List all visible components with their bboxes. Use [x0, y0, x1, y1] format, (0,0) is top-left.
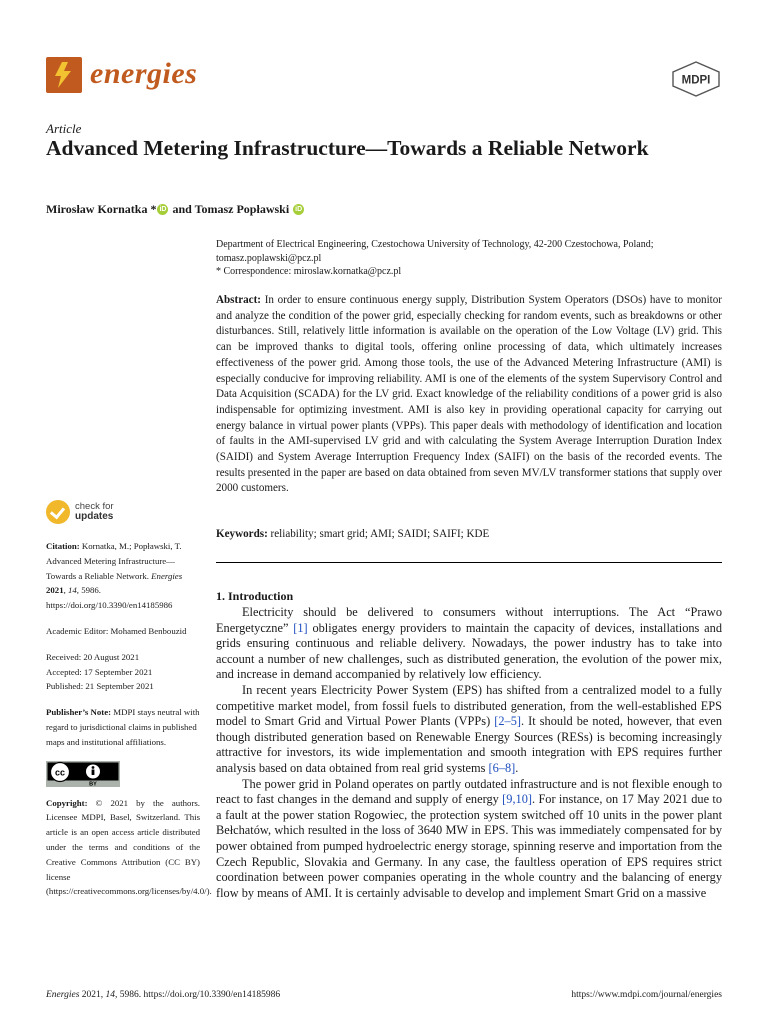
- intro-body: [216, 605, 722, 901]
- keywords-label: Keywords:: [216, 528, 268, 540]
- citation-block: Citation: Kornatka, M.; Popławski, T. Advanced Metering Infrastructure—Towards a Reliable Network. Energies 2021, 14, 5986. https://doi.org/10.3390/en14185986: [46, 541, 183, 611]
- svg-text:MDPI: MDPI: [681, 74, 711, 87]
- abstract: [216, 293, 722, 497]
- check-label: check for: [75, 501, 114, 512]
- author-poplawski[interactable]: and Tomasz Popławski: [172, 202, 290, 216]
- abstract-label: Abstract:: [216, 294, 261, 306]
- article-type: Article: [46, 121, 82, 136]
- divider: [216, 562, 722, 563]
- affiliation-block: [216, 238, 721, 279]
- svg-text:BY: BY: [89, 781, 97, 787]
- citation-link[interactable]: [6–8]: [488, 760, 516, 775]
- keywords: [216, 528, 489, 540]
- abstract-text: In order to ensure continuous energy supply, Distribution System Operators (DSOs) have to monitor and analyze the condition of the power grid, especially checking for random events, such as breakdowns or other disturbances. Still, relatively little information is available on the operation of the Low Voltage (LV) grid. This can be improved thanks to digital tools, offering online processing of data, which ultimately increases effectiveness of the power grid. Among those tools, the use of the Advanced Metering Infrastructure (AMI) is especially conducive for improving reliability. AMI is one of the elements of the system Supervisory Control and Data Acquisition (SCADA) for the LV grid. Exact knowledge of the reliability conditions of a power grid is also indispensable for optimizing investment. AMI is also key in providing operational capacity for carrying out energy balance in virtual power plants (VPPs). This paper deals with methodology of identification and location of faults in the AMI-supervised LV grid and with calculating the System Average Interruption Duration Index (SAIDI) and System Average Interruption Frequency Index (SAIFI) on the basis of the recorded events. The results presented in the paper are based on data obtained from seven MV/LV transformer stations that supply over 2000 customers.: [216, 294, 722, 495]
- mdpi-logo[interactable]: [670, 61, 722, 97]
- citation-link[interactable]: [1]: [293, 620, 308, 635]
- journal-header: [46, 55, 722, 99]
- author-kornatka[interactable]: Mirosław Kornatka *: [46, 202, 157, 216]
- received-date: Received: 20 August 2021: [46, 651, 140, 662]
- keywords-text: reliability; smart grid; AMI; SAIDI; SAIFI; KDE: [270, 528, 490, 540]
- checkmark-icon: [46, 500, 70, 524]
- academic-editor: Academic Editor: Mohamed Benbouzid: [46, 625, 187, 636]
- published-date: Published: 21 September 2021: [46, 681, 154, 692]
- journal-name: energies: [90, 57, 198, 90]
- citation-link[interactable]: [9,10]: [502, 792, 532, 807]
- updates-label: updates: [75, 511, 114, 522]
- citation-link[interactable]: [2–5]: [494, 714, 522, 729]
- sidebar: [46, 500, 212, 899]
- orcid-icon[interactable]: iD: [159, 206, 167, 213]
- cc-by-license-icon[interactable]: [46, 761, 120, 787]
- affiliation: Department of Electrical Engineering, Czestochowa University of Technology, 42-200 Czestochowa, Poland; tomasz.poplawski@pcz.pl: [216, 239, 654, 264]
- paragraph: Electricity should be delivered to consumers without interruptions. The Act “Prawo Energetyczne” [1] obligates energy providers to maintain the capacity of devices, installations and grids ensuring continuous and reliable delivery. Nowadays, the power industry has to take into account a number of new challenges, such as distributed generation, the evolution of the power mix, and increase in demand accompanied by relatively low efficiency.: [216, 605, 722, 682]
- section-heading: 1. Introduction: [216, 589, 294, 603]
- svg-text:cc: cc: [54, 767, 66, 778]
- paragraph: The power grid in Poland operates on partly outdated infrastructure and is not flexible enough to react to fast changes in the demand and supply of energy [9,10]. For instance, on 17 May 2021 due to a fault at the power station Rogowiec, the protection system switched off 10 units in the power plant Bełchatów, which resulted in the loss of 3640 MW in EPS. This was immediately compensated for by power obtained from pumped hydroelectric energy storage, spinning reserve and importation from the Czech Republic, Slovakia and Germany. In any case, the faultless operation of EPS requires strict coordination between power companies operating in the whole country and the balancing of energy flow by means of AMI. It is certainly advisable to develop and implement Smart Grid on a massive: [216, 776, 722, 900]
- accepted-date: Accepted: 17 September 2021: [46, 666, 153, 677]
- energies-logo-icon: [46, 57, 82, 93]
- copyright: Copyright: © 2021 by the authors. Licensee MDPI, Basel, Switzerland. This article is an open access article distributed under the terms and conditions of the Creative Commons Attribution (CC BY) license (https://creativecommons.org/licenses/by/4.0/).: [46, 797, 212, 897]
- authors: [46, 202, 308, 217]
- publisher-note: Publisher’s Note: MDPI stays neutral with regard to jurisdictional claims in published maps and institutional affiliations.: [46, 707, 200, 747]
- check-for-updates-button[interactable]: [46, 500, 200, 524]
- article-title: Advanced Metering Infrastructure—Towards a Reliable Network: [46, 136, 649, 160]
- footer-journal-url[interactable]: https://www.mdpi.com/journal/energies: [571, 990, 722, 1000]
- page-footer: [46, 990, 722, 1000]
- footer-citation: Energies 2021, 14, 5986. https://doi.org/10.3390/en14185986: [46, 990, 281, 1000]
- orcid-icon[interactable]: iD: [295, 206, 303, 213]
- dates-block: [46, 650, 200, 694]
- paragraph: In recent years Electricity Power System (EPS) has shifted from a centralized model to a fully competitive market model, from fossil fuels to distributed generation, from the well-established EPS model to Smart Grid and Virtual Power Plants (VPPs) [2–5]. It should be noted, however, that even though distributed generation based on Renewable Energy Sources (RESs) is becoming increasingly attractive for investors, its wide implementation and smooth integration with EPS requires further analysis based on data obtained from real grid systems [6–8].: [216, 682, 722, 775]
- correspondence: * Correspondence: miroslaw.kornatka@pcz.pl: [216, 266, 402, 277]
